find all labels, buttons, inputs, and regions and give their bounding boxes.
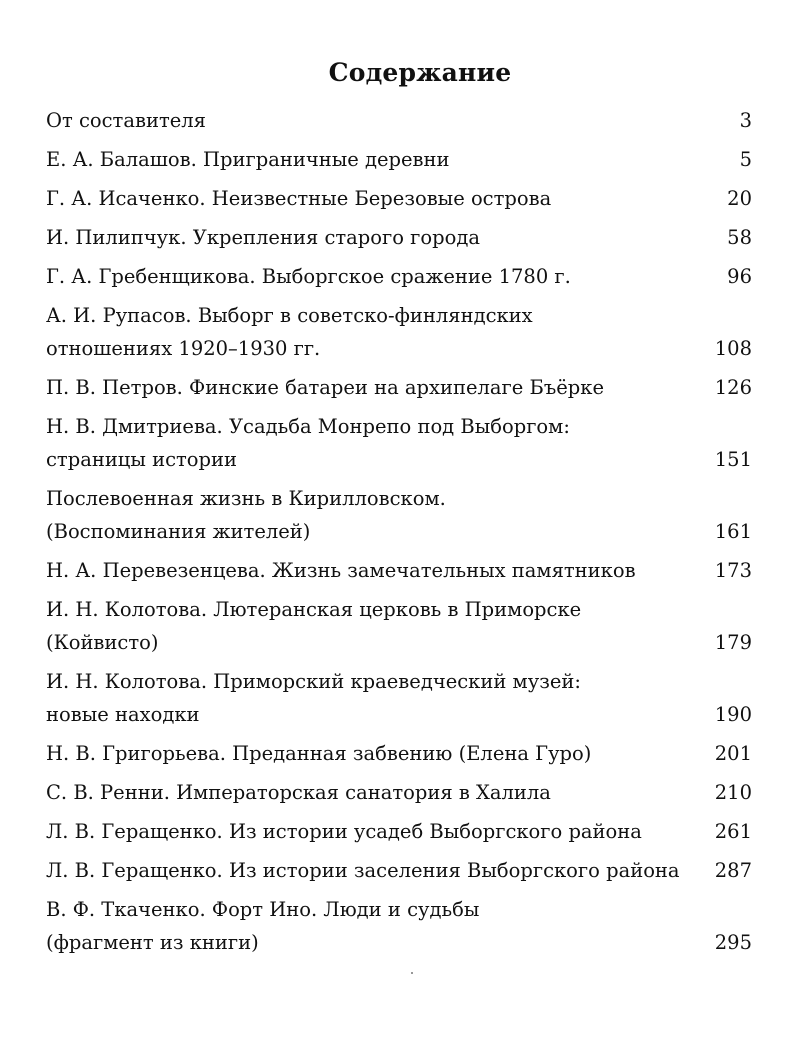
- toc-entry-title: Л. В. Геращенко. Из истории заселения Выборгского района: [46, 859, 680, 882]
- dot-leader: [592, 743, 713, 763]
- toc-entry-row: [46, 371, 752, 404]
- toc-page-number: 210: [714, 781, 752, 804]
- toc-entry-row: [46, 554, 752, 587]
- toc-entry-title-line: Послевоенная жизнь в Кирилловском.: [46, 487, 446, 510]
- toc-entry-title-line: А. И. Рупасов. Выборг в советско-финляндских: [46, 304, 533, 327]
- toc-entry: [46, 143, 752, 176]
- dot-leader: [552, 782, 714, 802]
- toc-entry-row: [46, 815, 752, 848]
- toc-page-number: 287: [714, 859, 752, 882]
- toc-entry-title: Г. А. Гребенщикова. Выборгское сражение 1780 г.: [46, 265, 571, 288]
- toc-entry-row: [46, 443, 752, 476]
- toc-entry-title: (фрагмент из книги): [46, 931, 259, 954]
- print-speck: [411, 972, 413, 974]
- toc-entry-title: От составителя: [46, 109, 206, 132]
- toc-page-number: 3: [739, 109, 752, 132]
- toc-entry: [46, 104, 752, 137]
- toc-entry-row: [46, 221, 752, 254]
- toc-entry-title: (Койвисто): [46, 631, 159, 654]
- toc-entry-row: [46, 737, 752, 770]
- toc-entry: [46, 482, 752, 548]
- toc-entry-title: отношениях 1920–1930 гг.: [46, 337, 321, 360]
- toc-page-number: 58: [727, 226, 752, 249]
- toc-entry: [46, 221, 752, 254]
- dot-leader: [238, 449, 714, 469]
- toc-entry-row: [46, 515, 752, 548]
- toc-entry-row: [46, 926, 752, 959]
- dot-leader: [605, 377, 714, 397]
- dot-leader: [681, 860, 714, 880]
- toc-page-number: 96: [727, 265, 752, 288]
- toc-page-number: 295: [714, 931, 752, 954]
- toc-entry: [46, 371, 752, 404]
- toc-page-number: 179: [714, 631, 752, 654]
- toc-entry-row: [46, 143, 752, 176]
- toc-page-number: 261: [714, 820, 752, 843]
- dot-leader: [572, 266, 726, 286]
- toc-page-number: 173: [714, 559, 752, 582]
- toc-entry-row: [46, 854, 752, 887]
- dot-leader: [311, 521, 713, 541]
- toc-entry-title: Е. А. Балашов. Приграничные деревни: [46, 148, 450, 171]
- toc-entry-title: страницы истории: [46, 448, 237, 471]
- toc-entry: [46, 410, 752, 476]
- toc-entry-title-line: И. Н. Колотова. Приморский краеведческий музей:: [46, 670, 581, 693]
- toc-page-number: 151: [714, 448, 752, 471]
- toc-entry-title: Г. А. Исаченко. Неизвестные Березовые острова: [46, 187, 552, 210]
- dot-leader: [321, 338, 714, 358]
- toc-entry-title: С. В. Ренни. Императорская санатория в Халила: [46, 781, 551, 804]
- toc-entry-title: И. Пилипчук. Укрепления старого города: [46, 226, 480, 249]
- page-title: Содержание: [328, 58, 512, 87]
- toc-page-number: 108: [714, 337, 752, 360]
- toc-entry-title: Н. А. Перевезенцева. Жизнь замечательных памятников: [46, 559, 636, 582]
- toc-entry-row: [46, 626, 752, 659]
- dot-leader: [207, 110, 739, 130]
- dot-leader: [451, 149, 739, 169]
- toc-entry: [46, 854, 752, 887]
- toc-entry-title-line: И. Н. Колотова. Лютеранская церковь в Приморске: [46, 598, 582, 621]
- toc-entry-title: (Воспоминания жителей): [46, 520, 311, 543]
- toc-entry: [46, 776, 752, 809]
- toc-entry-row: [46, 776, 752, 809]
- toc-entry-row: [46, 104, 752, 137]
- toc-entry-row: [46, 332, 752, 365]
- toc-entry-title: Л. В. Геращенко. Из истории усадеб Выборгского района: [46, 820, 642, 843]
- toc-entry-row: [46, 260, 752, 293]
- toc-entry: [46, 182, 752, 215]
- toc-entry-row: [46, 182, 752, 215]
- table-of-contents: [46, 104, 752, 965]
- toc-page-number: 126: [714, 376, 752, 399]
- toc-entry-title: Н. В. Григорьева. Преданная забвению (Елена Гуро): [46, 742, 592, 765]
- toc-page-number: 190: [714, 703, 752, 726]
- toc-entry-title-line: В. Ф. Ткаченко. Форт Ино. Люди и судьбы: [46, 898, 480, 921]
- toc-entry-title: новые находки: [46, 703, 200, 726]
- dot-leader: [159, 632, 713, 652]
- toc-entry: [46, 893, 752, 959]
- toc-entry: [46, 665, 752, 731]
- toc-entry: [46, 737, 752, 770]
- toc-page-number: 20: [727, 187, 752, 210]
- dot-leader: [637, 560, 714, 580]
- dot-leader: [201, 704, 714, 724]
- toc-entry: [46, 260, 752, 293]
- toc-entry: [46, 554, 752, 587]
- toc-entry-title-line: Н. В. Дмитриева. Усадьба Монрепо под Выборгом:: [46, 415, 570, 438]
- toc-entry: [46, 815, 752, 848]
- toc-entry-title: П. В. Петров. Финские батареи на архипелаге Бъёрке: [46, 376, 604, 399]
- dot-leader: [552, 188, 726, 208]
- dot-leader: [481, 227, 726, 247]
- toc-page-number: 5: [739, 148, 752, 171]
- toc-entry: [46, 299, 752, 365]
- dot-leader: [643, 821, 714, 841]
- dot-leader: [260, 932, 714, 952]
- toc-page-number: 161: [714, 520, 752, 543]
- toc-page-number: 201: [714, 742, 752, 765]
- toc-entry: [46, 593, 752, 659]
- toc-entry-row: [46, 698, 752, 731]
